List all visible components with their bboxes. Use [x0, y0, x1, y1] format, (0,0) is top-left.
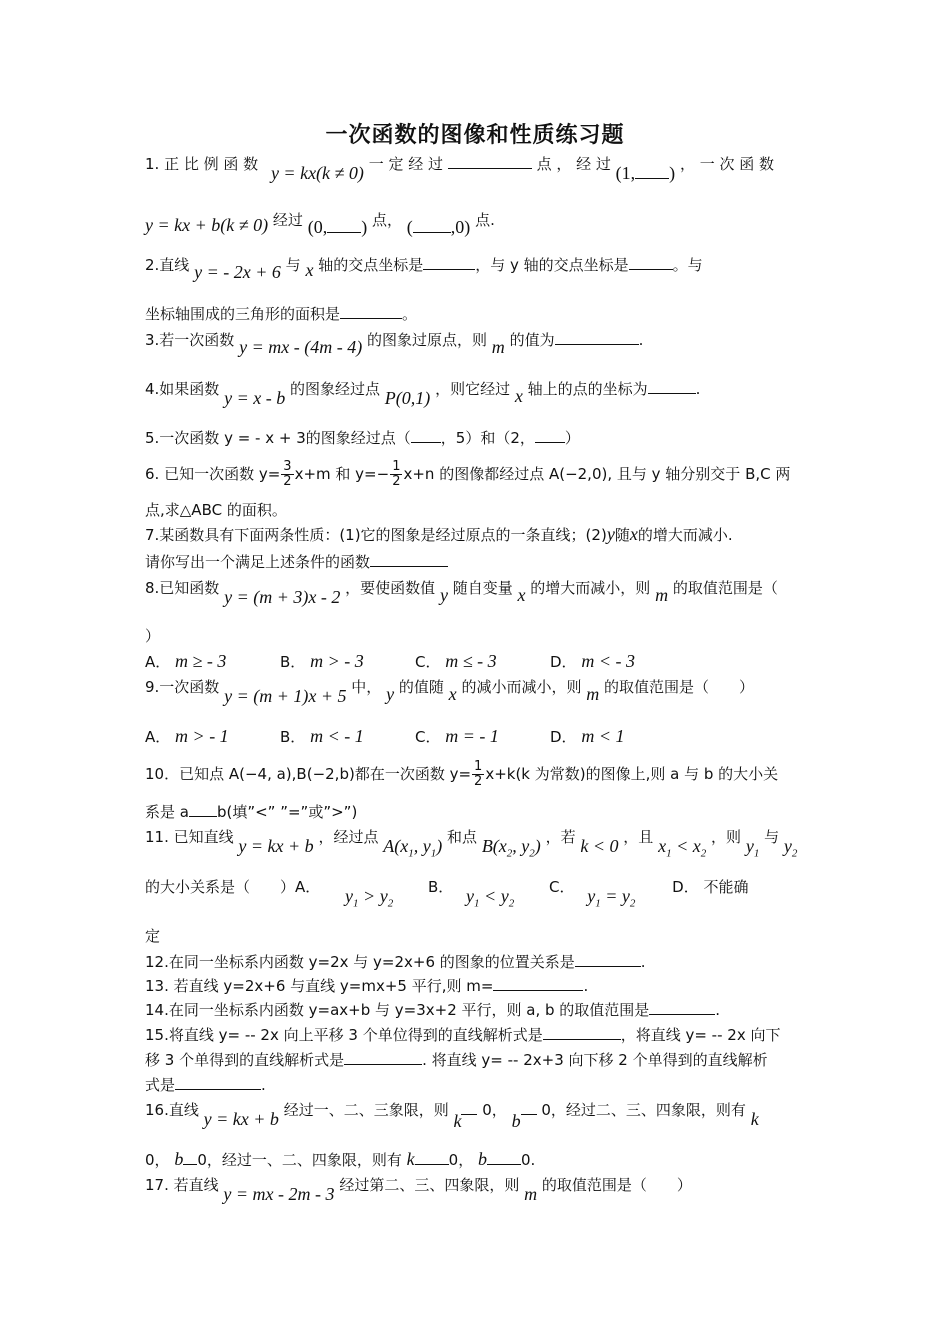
- question-1-line-1: [145, 152, 810, 183]
- q15-text: 式是: [145, 1076, 176, 1094]
- page-title: 一次函数的图像和性质练习题: [325, 123, 625, 148]
- q15-text: .: [261, 1076, 266, 1094]
- q9-text: 的取值范围是（ ）: [604, 678, 755, 696]
- q10-text: b(填”<” ”=”或”>”): [216, 803, 358, 821]
- q11-text: B．: [427, 878, 454, 896]
- answer-blank[interactable]: [461, 1098, 477, 1115]
- q5-text: ，5）和（2，: [440, 429, 535, 447]
- answer-blank[interactable]: [521, 1098, 537, 1115]
- var-b: b: [511, 1111, 521, 1131]
- answer-blank[interactable]: [635, 162, 669, 179]
- q8-text: 的取值范围是（: [672, 579, 778, 597]
- var-x: x: [629, 524, 638, 544]
- q1-text: 点 ， 经 过: [536, 155, 611, 173]
- q10-text: x+k(k 为常数)的图像上,则 a 与 b 的大小关: [485, 765, 779, 783]
- var-k: k: [750, 1109, 759, 1129]
- answer-blank[interactable]: [648, 377, 696, 394]
- q1-text: 点，: [371, 211, 402, 229]
- q16-text: 0，经过二、三、四象限，则有: [541, 1101, 746, 1119]
- q7-text: 7.某函数具有下面两条性质：(1)它的图象是经过原点的一条直线；(2): [145, 526, 607, 544]
- question-14: [145, 998, 720, 1020]
- var-x: x: [448, 684, 457, 704]
- question-6-line-2: [145, 500, 287, 520]
- q13-text: 13. 若直线 y=2x+6 与直线 y=mx+5 平行,则 m=: [145, 977, 494, 995]
- answer-blank[interactable]: [189, 800, 217, 817]
- formula: y = - 2x + 6: [194, 262, 281, 282]
- q17-text: 17. 若直线: [145, 1176, 219, 1194]
- point-1-blank: (1, ): [615, 163, 676, 183]
- option-b[interactable]: B． m > - 3: [280, 651, 364, 671]
- question-2-line-1: [145, 253, 703, 282]
- q9-text: 的减小而减小，则: [461, 678, 582, 696]
- answer-blank[interactable]: [183, 1148, 197, 1165]
- q8-text: 8.已知函数: [145, 579, 220, 597]
- question-6-line-1: [145, 460, 790, 489]
- q2-text: 。与: [672, 256, 703, 274]
- q13-text: .: [583, 977, 589, 995]
- question-3: [145, 328, 644, 357]
- q10-text: 系是 a: [145, 803, 189, 821]
- question-11-line-3: [145, 926, 160, 946]
- q17-text: 经过第二、三、四象限，则: [339, 1176, 520, 1194]
- q11-text: 和点: [447, 828, 478, 846]
- q11-text: C．: [548, 878, 575, 896]
- option-b[interactable]: B． m < - 1: [280, 726, 364, 746]
- formula: y = kx + b: [238, 836, 314, 856]
- question-2-line-2: [145, 302, 417, 324]
- question-9-options: [145, 726, 685, 747]
- formula: y = x - b: [224, 388, 286, 408]
- var-x: x: [305, 260, 314, 280]
- var-k: k: [453, 1111, 462, 1131]
- var-x: x: [514, 386, 523, 406]
- q11-text: ，且: [623, 828, 654, 846]
- point-b: $B(x_2$, $y_2$): [481, 836, 541, 860]
- q4-text: 4.如果函数: [145, 380, 220, 398]
- q4-text: 轴上的点的坐标为: [527, 380, 648, 398]
- q12-text: .: [640, 953, 646, 971]
- q1-text: 一 定 经 过: [368, 155, 444, 173]
- answer-blank[interactable]: [575, 950, 641, 967]
- question-5: [145, 426, 580, 448]
- answer-blank[interactable]: [175, 1073, 261, 1090]
- condition-x: $x_1 < x_2$: [658, 836, 707, 860]
- option-d[interactable]: D． 不能确: [672, 878, 749, 896]
- point-a: $A(x_1$, $y_1$): [383, 836, 443, 860]
- answer-blank[interactable]: [629, 253, 673, 270]
- q14-text: 14.在同一坐标系内函数 y=ax+b 与 y=3x+2 平行，则 a, b 的取值范围是: [145, 1001, 650, 1019]
- option-d[interactable]: D． m < - 3: [550, 651, 635, 671]
- q9-text: 9.一次函数: [145, 678, 220, 696]
- question-15-line-2: [145, 1048, 768, 1070]
- var-y: y: [606, 524, 615, 544]
- q1-text: 经过: [272, 211, 303, 229]
- q15-text: 移 3 个单得到的直线解析式是: [145, 1051, 345, 1069]
- q10-text: 10．已知点 A(−4, a),B(−2,b)都在一次函数 y=: [145, 765, 472, 783]
- option-c[interactable]: C． m ≤ - 3: [415, 651, 497, 671]
- question-8-line-2: [145, 626, 160, 646]
- q15-text: . 将直线 y= -- 2x+3 向下移 2 个单得到的直线解析: [422, 1051, 768, 1069]
- formula: y = (m + 1)x + 5: [224, 686, 347, 706]
- q6-text: 点,求△ABC 的面积。: [145, 501, 287, 519]
- question-13: [145, 974, 588, 996]
- q7-text: 请你写出一个满足上述条件的函数: [145, 553, 371, 571]
- q6-text: 6. 已知一次函数 y=: [145, 465, 281, 483]
- q11-text: 的大小关系是（ ）A．: [145, 878, 321, 896]
- question-7-line-2: [145, 550, 448, 572]
- answer-blank[interactable]: [370, 550, 448, 567]
- formula-direct-proportion: y = kx(k ≠ 0): [270, 163, 364, 183]
- q2-text: 与: [285, 256, 301, 274]
- question-12: [145, 950, 646, 972]
- var-m: m: [491, 337, 505, 357]
- q8-text: ，要使函数值: [345, 579, 436, 597]
- formula: y = mx - (4m - 4): [239, 337, 363, 357]
- question-7-line-1: [145, 524, 733, 545]
- condition-k: k < 0: [580, 836, 619, 856]
- q16-text: 0.: [520, 1151, 536, 1169]
- q2-text: 轴的交点坐标是: [318, 256, 424, 274]
- answer-blank[interactable]: [448, 152, 532, 169]
- fraction-3-2: $\frac{3}{2}$: [283, 459, 292, 489]
- question-8-line-1: [145, 577, 778, 607]
- q14-text: .: [715, 1001, 721, 1019]
- answer-blank[interactable]: [340, 302, 402, 319]
- question-1-line-2: [145, 208, 495, 237]
- q11-text: ，若: [545, 828, 576, 846]
- question-10-line-1: [145, 760, 778, 789]
- q8-text: 随自变量: [452, 579, 513, 597]
- q15-text: ，将直线 y= -- 2x 向下: [620, 1026, 781, 1044]
- answer-blank[interactable]: [413, 216, 451, 233]
- q3-text: 的图象过原点，则: [366, 331, 487, 349]
- var-y2: $y_2$: [783, 836, 798, 860]
- var-b: b: [477, 1149, 487, 1169]
- fraction-1-2: $\frac{1}{2}$: [474, 759, 483, 789]
- point-p: P(0,1): [384, 388, 431, 408]
- answer-blank[interactable]: [415, 1148, 449, 1165]
- answer-blank[interactable]: [535, 426, 565, 443]
- option-b[interactable]: $y_1 < y_2$: [466, 886, 515, 910]
- q11-text: ，经过点: [318, 828, 379, 846]
- formula: y = mx - 2m - 3: [223, 1184, 335, 1204]
- var-b: b: [174, 1149, 184, 1169]
- q16-text: 0，: [145, 1151, 170, 1169]
- q8-text: ）: [145, 627, 161, 645]
- q16-text: 经过一、二、三象限，则: [283, 1101, 449, 1119]
- question-15-line-3: [145, 1073, 266, 1095]
- question-11-line-2: [145, 876, 749, 910]
- q12-text: 12.在同一坐标系内函数 y=2x 与 y=2x+6 的图象的位置关系是: [145, 953, 575, 971]
- question-16-line-1: [145, 1098, 759, 1131]
- option-a[interactable]: $y_1 > y_2$: [345, 886, 394, 910]
- question-9: [145, 676, 755, 706]
- q11-text: ，则: [711, 828, 742, 846]
- var-m: m: [524, 1184, 538, 1204]
- point-x-blank: ( ,0): [406, 217, 471, 237]
- q4-text: .: [695, 380, 701, 398]
- formula: y = kx + b: [203, 1109, 279, 1129]
- q5-text: 5.一次函数 y = - x + 3的图象经过点（: [145, 429, 411, 447]
- q6-text: x+m 和 y=−: [294, 465, 390, 483]
- q3-text: 的值为: [509, 331, 555, 349]
- q11-text: 11. 已知直线: [145, 828, 234, 846]
- fraction-1-2: $\frac{1}{2}$: [392, 459, 401, 489]
- q11-text: 与: [764, 828, 780, 846]
- q6-text: x+n 的图像都经过点 A(−2,0), 且与 y 轴分别交于 B,C 两: [403, 465, 791, 483]
- q11-text: 定: [145, 927, 161, 945]
- q3-text: 3.若一次函数: [145, 331, 235, 349]
- answer-blank[interactable]: [649, 998, 715, 1015]
- answer-blank[interactable]: [487, 1148, 521, 1165]
- q5-text: ）: [564, 429, 580, 447]
- q7-text: 的增大而减小.: [637, 526, 733, 544]
- option-c[interactable]: C． m = - 1: [415, 726, 499, 746]
- q16-text: 16.直线: [145, 1101, 199, 1119]
- question-11-line-1: [145, 826, 798, 860]
- q16-text: 0，: [448, 1151, 474, 1169]
- q9-text: 的值随: [398, 678, 444, 696]
- q17-text: 的取值范围是（ ）: [541, 1176, 692, 1194]
- option-a[interactable]: A． m > - 1: [145, 726, 229, 746]
- question-10-line-2: [145, 800, 357, 822]
- answer-blank[interactable]: [493, 974, 583, 991]
- var-m: m: [586, 684, 600, 704]
- formula-linear-function: y = kx + b(k ≠ 0): [145, 215, 269, 235]
- question-8-options: [145, 651, 685, 672]
- q1-text: 1. 正 比 例 函 数: [145, 155, 259, 173]
- option-c[interactable]: $y_1 = y_2$: [587, 886, 636, 910]
- answer-blank[interactable]: [555, 328, 639, 345]
- question-17: [145, 1174, 692, 1204]
- answer-blank[interactable]: [411, 426, 441, 443]
- q2-text: ，与 y 轴的交点坐标是: [475, 256, 629, 274]
- q2-text: 坐标轴围成的三角形的面积是: [145, 305, 341, 323]
- q8-text: 的增大而减小，则: [530, 579, 651, 597]
- point-0-blank: (0, ): [307, 217, 368, 237]
- answer-blank[interactable]: [423, 253, 475, 270]
- var-k: k: [406, 1149, 415, 1169]
- var-y: y: [386, 684, 395, 704]
- answer-blank[interactable]: [543, 1023, 621, 1040]
- q2-text: 。: [402, 305, 418, 323]
- q9-text: 中，: [351, 678, 382, 696]
- question-4: [145, 377, 701, 408]
- q16-text: 0，经过一、二、四象限，则有: [197, 1151, 402, 1169]
- question-15-line-1: [145, 1023, 780, 1045]
- var-y: y: [439, 585, 448, 605]
- q1-text: 点.: [475, 211, 495, 229]
- q16-text: 0，: [482, 1101, 507, 1119]
- var-y1: $y_1$: [745, 836, 760, 860]
- q4-text: ，则它经过: [435, 380, 511, 398]
- q3-text: .: [638, 331, 644, 349]
- answer-blank[interactable]: [344, 1048, 422, 1065]
- q4-text: 的图象经过点: [290, 380, 381, 398]
- var-m: m: [655, 585, 669, 605]
- option-d[interactable]: D． m < 1: [550, 726, 625, 746]
- var-x: x: [517, 585, 526, 605]
- question-16-line-2: [145, 1148, 535, 1170]
- option-a[interactable]: A． m ≥ - 3: [145, 651, 227, 671]
- q7-text: 随: [614, 526, 630, 544]
- answer-blank[interactable]: [327, 216, 361, 233]
- formula: y = (m + 3)x - 2: [224, 587, 341, 607]
- q2-text: 2.直线: [145, 256, 190, 274]
- q15-text: 15.将直线 y= -- 2x 向上平移 3 个单位得到的直线解析式是: [145, 1026, 543, 1044]
- q1-text: ， 一 次 函 数: [679, 155, 775, 173]
